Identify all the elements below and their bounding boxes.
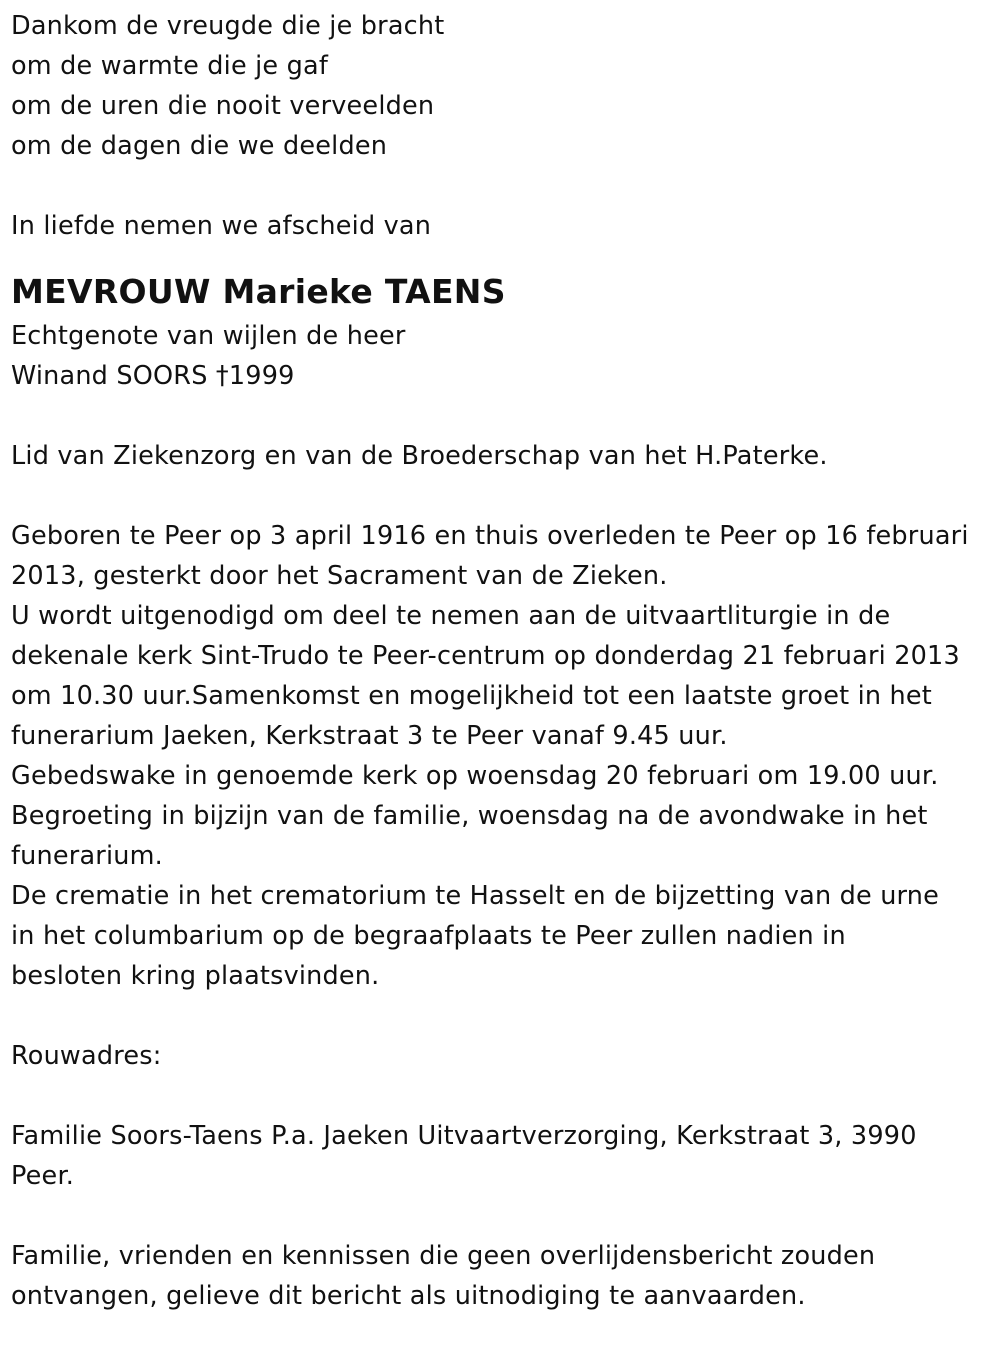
relation-line: Echtgenote van wijlen de heer — [11, 321, 406, 351]
details-paragraph — [11, 516, 996, 996]
details-line: om 10.30 uur.Samenkomst en mogelijkheid tot een laatste groet in het — [11, 681, 933, 711]
details-line: funerarium Jaeken, Kerkstraat 3 te Peer vanaf 9.45 uur. — [11, 721, 728, 751]
address-paragraph — [11, 1116, 996, 1196]
address-line: Familie Soors-Taens P.a. Jaeken Uitvaartverzorging, Kerkstraat 3, 3990 — [11, 1121, 917, 1151]
spacer — [11, 166, 996, 206]
details-line: U wordt uitgenodigd om deel te nemen aan de uitvaartliturgie in de — [11, 601, 891, 631]
details-line: funerarium. — [11, 841, 163, 871]
spacer — [11, 1196, 996, 1236]
details-line: in het columbarium op de begraafplaats te Peer zullen nadien in — [11, 921, 846, 951]
deceased-name: MEVROUW Marieke TAENS — [11, 272, 506, 311]
obituary-document — [11, 6, 996, 1316]
spacer — [11, 996, 996, 1036]
poem-line: om de warmte die je gaf — [11, 51, 329, 81]
spacer — [11, 1076, 996, 1116]
poem-line: om de uren die nooit verveelden — [11, 91, 435, 121]
spouse-name: Winand SOORS — [11, 361, 216, 391]
spouse-death-year: 1999 — [228, 361, 295, 391]
details-line: De crematie in het crematorium te Hasselt en de bijzetting van de urne — [11, 881, 940, 911]
closing-line: Familie, vrienden en kennissen die geen overlijdensbericht zouden — [11, 1241, 876, 1271]
spacer — [11, 396, 996, 436]
poem-line: Dankom de vreugde die je bracht — [11, 11, 445, 41]
farewell-intro: In liefde nemen we afscheid van — [11, 211, 432, 241]
closing-line: ontvangen, gelieve dit bericht als uitnodiging te aanvaarden. — [11, 1281, 806, 1311]
closing-paragraph — [11, 1236, 996, 1316]
cross-icon: † — [215, 361, 229, 391]
details-line: 2013, gesterkt door het Sacrament van de Zieken. — [11, 561, 668, 591]
address-label: Rouwadres: — [11, 1041, 162, 1071]
poem — [11, 6, 996, 166]
spacer — [11, 476, 996, 516]
spouse-line — [11, 356, 996, 396]
details-line: Gebedswake in genoemde kerk op woensdag 20 februari om 19.00 uur. — [11, 761, 939, 791]
details-line: Begroeting in bijzijn van de familie, woensdag na de avondwake in het — [11, 801, 928, 831]
details-line: Geboren te Peer op 3 april 1916 en thuis overleden te Peer op 16 februari — [11, 521, 969, 551]
details-line: dekenale kerk Sint-Trudo te Peer-centrum op donderdag 21 februari 2013 — [11, 641, 960, 671]
address-line: Peer. — [11, 1161, 75, 1191]
details-line: besloten kring plaatsvinden. — [11, 961, 380, 991]
membership-text: Lid van Ziekenzorg en van de Broederschap van het H.Paterke. — [11, 441, 828, 471]
poem-line: om de dagen die we deelden — [11, 131, 388, 161]
